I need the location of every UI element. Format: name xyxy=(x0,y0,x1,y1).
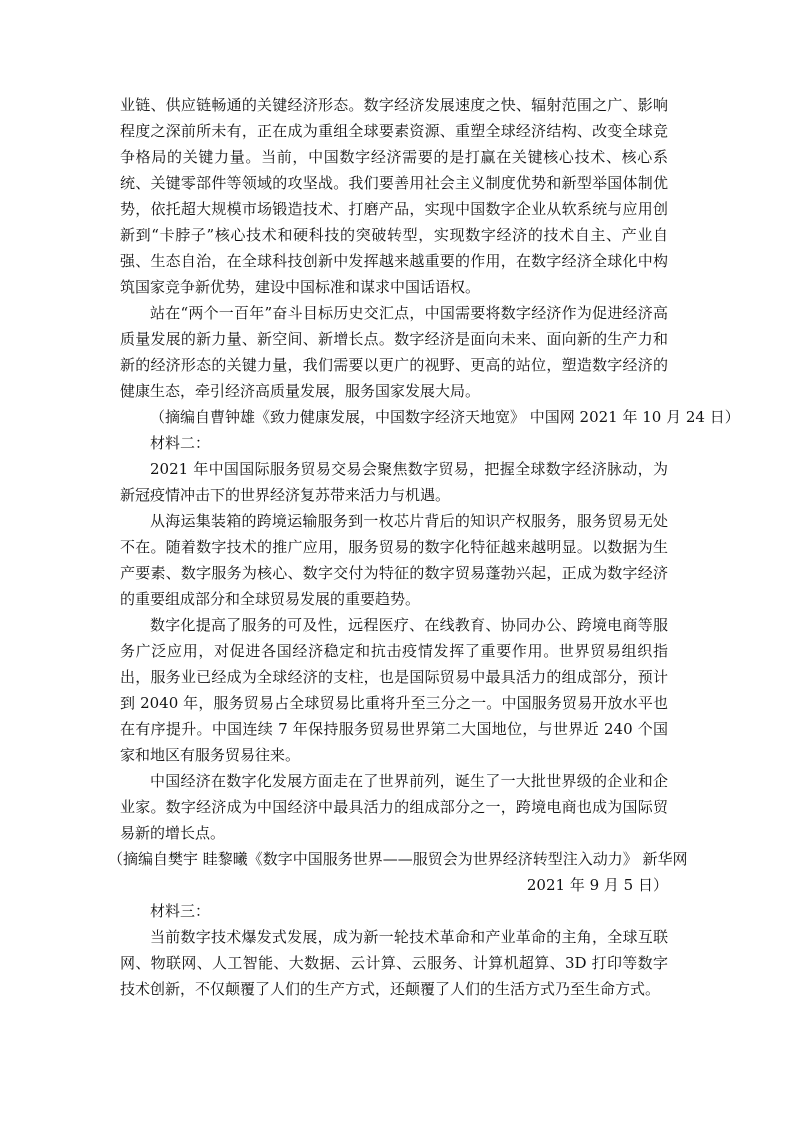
material-2-heading: 材料二： xyxy=(150,434,211,452)
paragraph-1: 业链、供应链畅通的关键经济形态。数字经济发展速度之快、辐射范围之广、影响程度之深前所未有，正在成为重组全球要素资源、重塑全球经济结构、改变全球竞争格局的关键力量。当前，中国数字经济需要的是打赢在关键核心技术、核心系统、关键零部件等领域的攻坚战。我们要善用社会主义制度优势和新型举国体制优势，依托超大规模市场锻造技术、打磨产品，实现中国数字企业从软系统与应用创新到“卡脖子”核心技术和硬科技的突破转型，实现数字经济的技术自主、产业自强、生态自治，在全球科技创新中发挥越来越重要的作用，在数字经济全球化中构筑国家竞争新优势，建设中国标准和谋求中国话语权。 xyxy=(120,96,668,296)
paragraph-4: 从海运集装箱的跨境运输服务到一枚芯片背后的知识产权服务，服务贸易无处不在。随着数字技术的推广应用，服务贸易的数字化特征越来越明显。以数据为生产要素、数字服务为核心、数字交付为特征的数字贸易蓬勃兴起，正成为数字经济的重要组成部分和全球贸易发展的重要趋势。 xyxy=(120,512,668,608)
source-citation-1: （摘编自曹钟雄《致力健康发展，中国数字经济天地宽》 中国网 2021 年 10 月 24 日） xyxy=(150,408,740,426)
material-3-heading: 材料三： xyxy=(150,902,211,920)
paragraph-7: 当前数字技术爆发式发展，成为新一轮技术革命和产业革命的主角，全球互联网、物联网、人工智能、大数据、云计算、云服务、计算机超算、3D 打印等数字技术创新，不仅颠覆了人们的生产方式，还颠覆了人们的生活方式乃至生命方式。 xyxy=(120,928,668,998)
paragraph-3: 2021 年中国国际服务贸易交易会聚焦数字贸易，把握全球数字经济脉动，为新冠疫情冲击下的世界经济复苏带来活力与机遇。 xyxy=(120,460,668,504)
document-page xyxy=(108,92,740,1002)
paragraph-5: 数字化提高了服务的可及性，远程医疗、在线教育、协同办公、跨境电商等服务广泛应用，对促进各国经济稳定和抗击疫情发挥了重要作用。世界贸易组织指出，服务业已经成为全球经济的支柱，也是国际贸易中最具活力的组成部分，预计到 2040 年，服务贸易占全球贸易比重将升至三分之一。中国服务贸易开放水平也在有序提升。中国连续 7 年保持服务贸易世界第二大国地位，与世界近 240 个国家和地区有服务贸易往来。 xyxy=(120,616,668,764)
paragraph-6: 中国经济在数字化发展方面走在了世界前列，诞生了一大批世界级的企业和企业家。数字经济成为中国经济中最具活力的组成部分之一，跨境电商也成为国际贸易新的增长点。 xyxy=(120,772,668,842)
source-citation-2-line-1: （摘编自樊宇 眭黎曦《数字中国服务世界——服贸会为世界经济转型注入动力》 新华网 xyxy=(108,850,688,868)
source-citation-2-line-2: 2021 年 9 月 5 日） xyxy=(526,876,668,894)
paragraph-2: 站在“两个一百年”奋斗目标历史交汇点，中国需要将数字经济作为促进经济高质量发展的新力量、新空间、新增长点。数字经济是面向未来、面向新的生产力和新的经济形态的关键力量，我们需要以更广的视野、更高的站位，塑造数字经济的健康生态，牵引经济高质量发展，服务国家发展大局。 xyxy=(120,304,668,400)
